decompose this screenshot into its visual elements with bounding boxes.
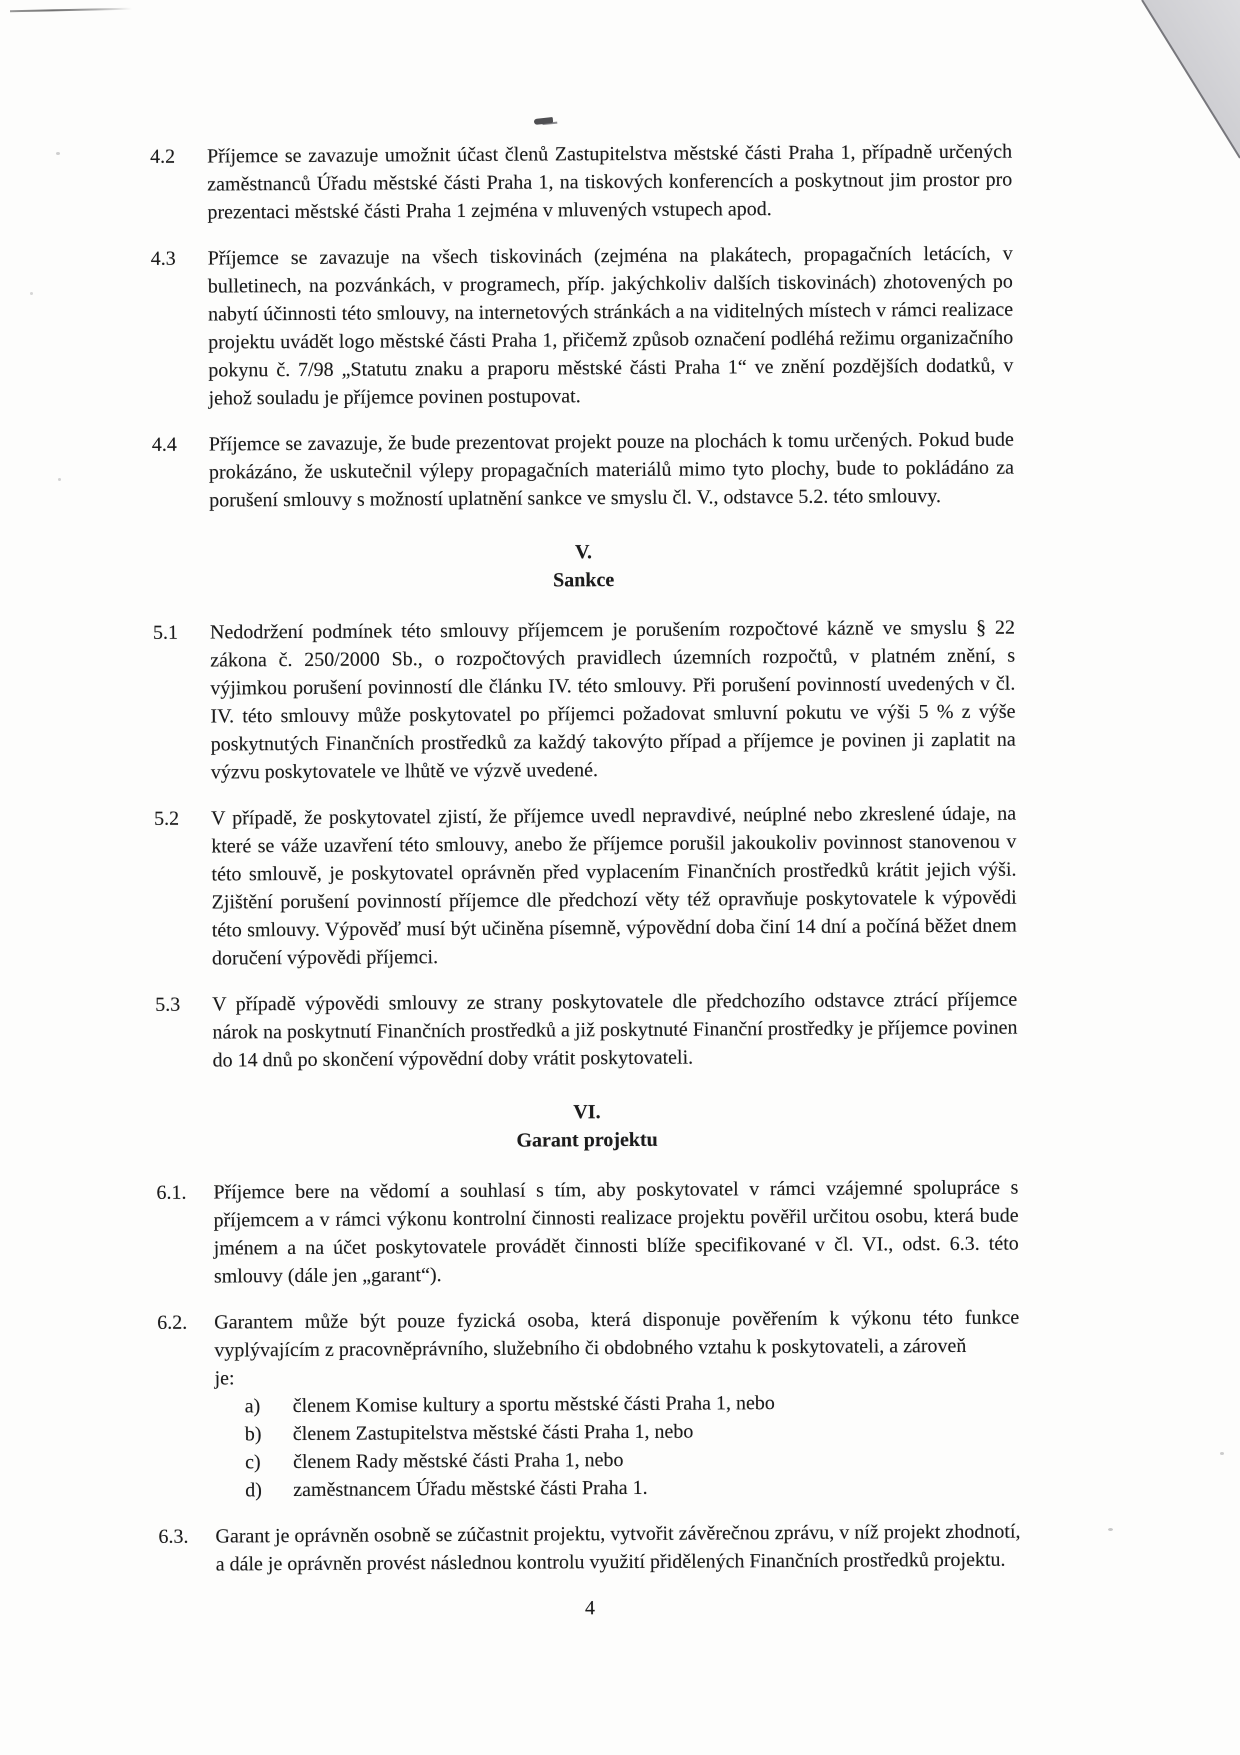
section-number: 4.2	[150, 145, 176, 168]
section-number: 5.2	[154, 807, 180, 830]
list-item-text: zaměstnancem Úřadu městské části Praha 1.	[293, 1476, 648, 1502]
section-4-2	[0, 136, 1240, 228]
section-number: 6.1.	[156, 1181, 187, 1204]
document-body	[0, 136, 1240, 1626]
list-item	[215, 1472, 1020, 1505]
section-intro-tail: je:	[214, 1367, 235, 1390]
section-intro: Garantem může být pouze fyzická osoba, která disponuje pověřením k výkonu této funkce vyplývajícím z pracovněprávního, služebního či obdobného vztahu k poskytovateli, a zároveň	[214, 1306, 1020, 1362]
section-text: Nedodržení podmínek této smlouvy příjemcem je porušením rozpočtové kázně ve smyslu § 22 zákona č. 250/2000 Sb., o rozpočtových pravidlech územních rozpočtů, v platném znění, s výjimkou porušení povinností dle článku IV. této smlouvy. Při porušení povinností uvedených v čl. IV. této smlouvy může poskytovatel po příjemci požadovat smluvní pokutu ve výši 5 % z výše poskytnutých Finančních prostředků za každý takovýto případ a příjemce je povinen ji zaplatit na výzvu poskytovatele ve lhůtě ve výzvě uvedené.	[209, 616, 1016, 784]
section-text: Příjemce bere na vědomí a souhlasí s tím, aby poskytovatel v rámci vzájemné spolupráce s příjemcem a v rámci výkonu kontrolní činnosti realizace projektu pověřil určitou osobu, která bude jménem a na účet poskytovatele provádět činnosti blíže specifikované v čl. VI., odst. 6.3. této smlouvy (dále jen „garant“).	[213, 1176, 1019, 1288]
section-6-3	[8, 1516, 1240, 1580]
scan-line-artifact	[10, 8, 132, 13]
article-number: VI.	[573, 1101, 601, 1124]
section-number: 5.1	[152, 621, 179, 644]
page-number: 4	[584, 1597, 596, 1620]
list-item-label: d)	[245, 1479, 262, 1502]
list-item-label: c)	[245, 1451, 261, 1474]
section-text: Příjemce se zavazuje, že bude prezentovat projekt pouze na plochách k tomu určených. Pokud bude prokázáno, že uskutečnil výlepy propagačních materiálů mimo tyto plochy, bude to pokládáno za porušení smlouvy s možností uplatnění sankce ve smyslu čl. V., odstavce 5.2. této smlouvy.	[208, 428, 1015, 512]
section-4-4	[2, 424, 1240, 516]
section-6-1	[6, 1172, 1240, 1292]
section-text: Garant je oprávněn osobně se zúčastnit projektu, vytvořit závěrečnou zprávu, v níž projekt zhodnotí, a dále je oprávněn provést následnou kontrolu využití přidělených Finančních prostředků projektu.	[215, 1520, 1021, 1576]
section-text: V případě výpovědi smlouvy ze strany poskytovatele dle předchozího odstavce ztrácí příjemce nárok na poskytnutí Finančních prostředků a již poskytnuté Finanční prostředky je příjemce povinen do 14 dnů po skončení výpovědní doby vrátit poskytovateli.	[212, 988, 1018, 1072]
section-number: 5.3	[155, 993, 181, 1016]
section-number: 4.4	[151, 433, 177, 456]
article-number: V.	[575, 541, 593, 564]
section-number: 6.3.	[158, 1525, 189, 1548]
list-item-text: členem Komise kultury a sportu městské části Praha 1, nebo	[292, 1392, 775, 1418]
ink-smudge-artifact	[534, 117, 554, 125]
article-6-heading	[6, 1096, 1018, 1158]
article-title: Garant projektu	[516, 1128, 658, 1152]
article-title: Sankce	[553, 569, 615, 592]
section-4-3	[1, 238, 1240, 414]
section-number: 6.2.	[157, 1311, 188, 1334]
section-text: Příjemce se zavazuje umožnit účast členů Zastupitelstva městské části Praha 1, případně určených zaměstnanců Úřadu městské části Praha 1, na tiskových konferencích a poskytnout jim prostor pro prezentaci městské části Praha 1 zejména v mluvených vstupech apod.	[207, 140, 1013, 224]
section-6-2	[7, 1302, 1240, 1506]
list-item-label: a)	[244, 1395, 261, 1418]
section-5-3	[5, 984, 1240, 1076]
garant-options-list	[215, 1388, 1021, 1505]
section-5-2	[4, 798, 1240, 974]
section-text: Příjemce se zavazuje na všech tiskovinách (zejména na plakátech, propagačních letácích, v bulletinech, na pozvánkách, v programech, příp. jakýchkoliv dalších tiskovinách) zhotovených po nabytí účinnosti této smlouvy, na internetových stránkách a na viditelných místech v rámci realizace projektu uvádět logo městské části Praha 1, přičemž způsob označení podléhá režimu organizačního pokynu č. 7/98 „Statutu znaku a praporu městské části Praha 1“ ve znění pozdějších dodatků, v jehož souladu je příjemce povinen postupovat.	[207, 242, 1014, 410]
section-text	[214, 1304, 1020, 1505]
list-item-text: členem Zastupitelstva městské části Praha 1, nebo	[292, 1420, 694, 1446]
section-5-1	[3, 612, 1240, 788]
list-item-text: členem Rady městské části Praha 1, nebo	[293, 1449, 624, 1474]
section-text: V případě, že poskytovatel zjistí, že příjemce uvedl nepravdivé, neúplné nebo zkreslené údaje, na které se váže uzavření této smlouvy, anebo že příjemce porušil jakoukoliv povinnost stanovenou v této smlouvě, je poskytovatel oprávněn před vyplacením Finančních prostředků krátit jejich výši. Zjištění porušení povinností příjemce dle předchozí věty též opravňuje poskytovatele k výpovědi této smlouvy. Výpověď musí být učiněna písemně, výpovědní doba činí 14 dní a počíná běžet dnem doručení výpovědi příjemci.	[211, 802, 1017, 970]
list-item-label: b)	[244, 1423, 262, 1446]
section-number: 4.3	[150, 247, 176, 270]
article-5-heading	[2, 536, 1014, 598]
